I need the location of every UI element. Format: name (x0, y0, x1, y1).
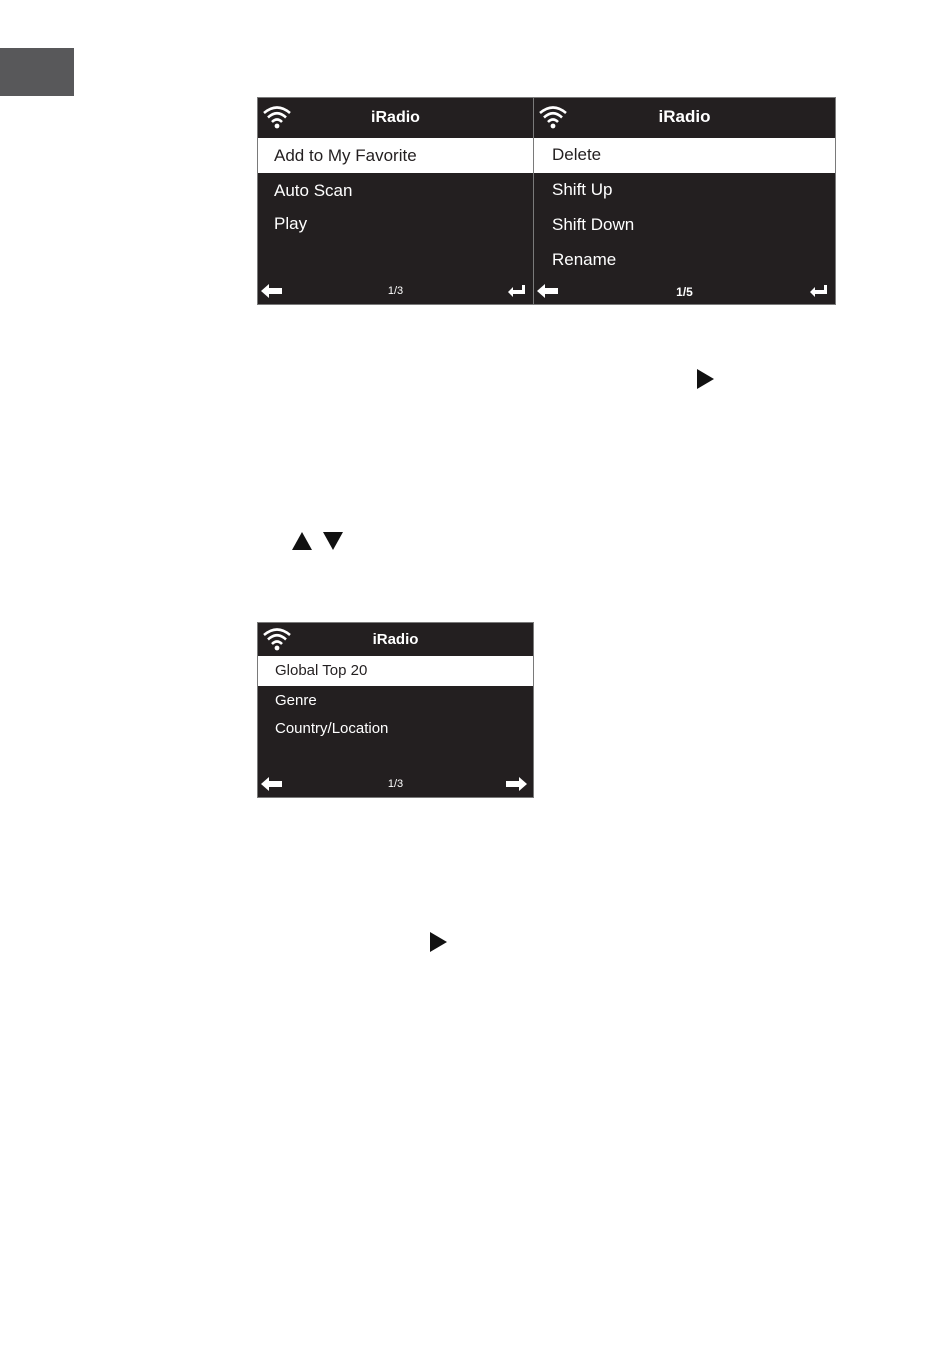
menu-item-delete[interactable]: Delete (534, 138, 835, 173)
down-triangle-icon (322, 531, 344, 551)
menu-item-add-to-favorite[interactable]: Add to My Favorite (258, 138, 533, 173)
screen-footer (258, 773, 533, 797)
page-indicator: 1/5 (676, 285, 693, 299)
up-triangle-icon (291, 531, 313, 551)
menu-item-country-location[interactable]: Country/Location (275, 720, 389, 737)
page-indicator: 1/3 (387, 778, 404, 790)
play-icon (696, 369, 716, 389)
page-indicator: 1/3 (387, 285, 404, 297)
menu-item-rename[interactable]: Rename (552, 250, 617, 269)
screen-title: iRadio (372, 631, 419, 648)
menu-item-auto-scan[interactable]: Auto Scan (274, 181, 353, 200)
screen-footer (534, 280, 835, 304)
forward-arrow-icon[interactable] (505, 777, 527, 791)
iradio-screen-favorite-options (533, 97, 836, 305)
menu-list (258, 656, 533, 742)
page-tab (0, 48, 74, 96)
menu-item-play[interactable]: Play (274, 214, 308, 233)
menu-item-genre[interactable]: Genre (275, 692, 317, 709)
menu-item-shift-up[interactable]: Shift Up (552, 180, 613, 199)
menu-list (258, 138, 533, 239)
enter-icon[interactable] (505, 284, 527, 298)
menu-item-shift-down[interactable]: Shift Down (552, 215, 635, 234)
iradio-screen-options (257, 97, 534, 305)
screen-header (258, 623, 533, 656)
screen-title: iRadio (371, 109, 420, 126)
menu-list (534, 138, 835, 278)
play-icon (429, 932, 449, 952)
iradio-screen-station-list (257, 622, 534, 798)
menu-item-global-top-20[interactable]: Global Top 20 (258, 656, 533, 686)
screen-title: iRadio (658, 107, 711, 126)
enter-icon[interactable] (807, 284, 829, 298)
screen-header (258, 98, 533, 138)
screen-header (534, 98, 835, 138)
screen-footer (258, 280, 533, 304)
